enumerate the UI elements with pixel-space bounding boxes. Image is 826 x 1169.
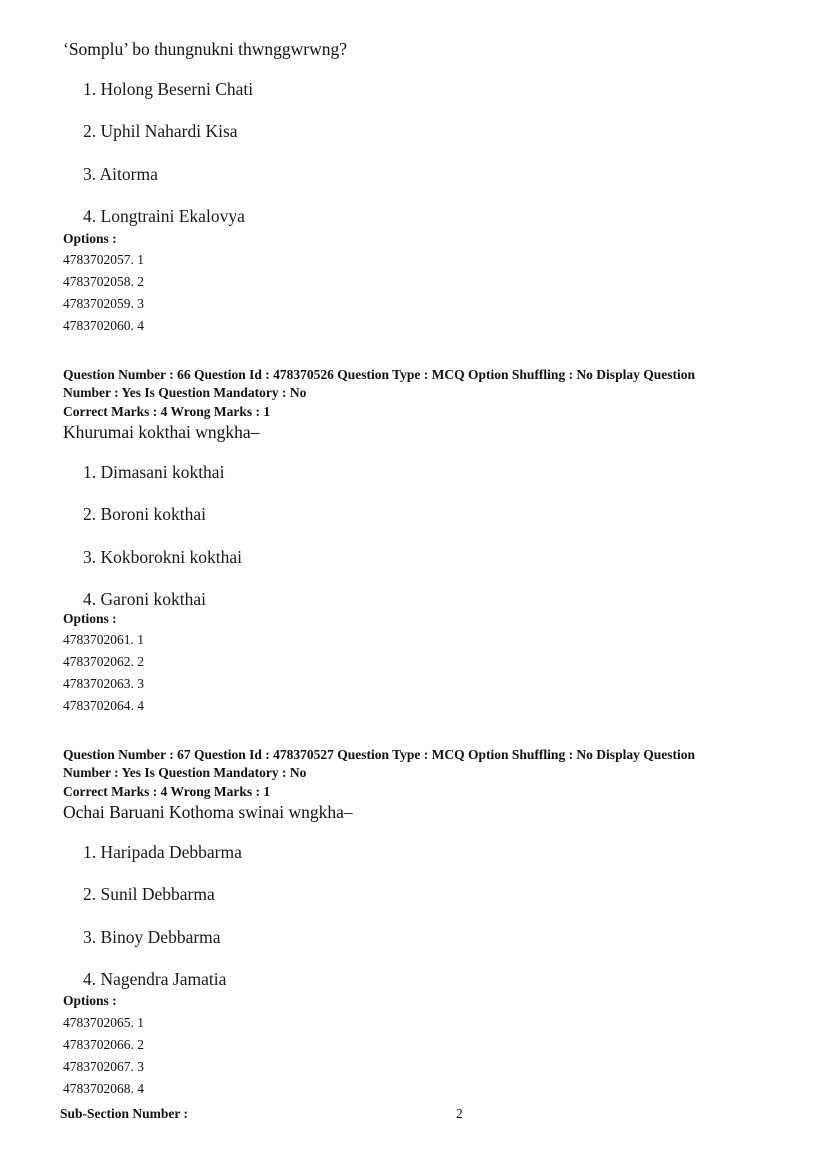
option-id: 4783702067. 3: [63, 1059, 144, 1074]
choice-1: 1. Dimasani kokthai: [83, 462, 225, 482]
question-marks: Correct Marks : 4 Wrong Marks : 1: [63, 784, 271, 799]
choice-2: 2. Boroni kokthai: [83, 504, 206, 524]
question-meta-line: Number : Yes Is Question Mandatory : No: [63, 385, 307, 400]
choice-4: 4. Nagendra Jamatia: [83, 969, 227, 989]
option-id: 4783702057. 1: [63, 252, 144, 267]
question-marks: Correct Marks : 4 Wrong Marks : 1: [63, 404, 271, 419]
question-meta-line: Question Number : 66 Question Id : 478370526 Question Type : MCQ Option Shuffling : No Display Question: [63, 367, 695, 382]
choice-2: 2. Uphil Nahardi Kisa: [83, 121, 238, 141]
question-stem: Ochai Baruani Kothoma swinai wngkha–: [63, 802, 353, 822]
option-id: 4783702062. 2: [63, 654, 144, 669]
option-id: 4783702064. 4: [63, 698, 144, 713]
question-stem: ‘Somplu’ bo thungnukni thwnggwrwng?: [63, 39, 348, 59]
option-id: 4783702060. 4: [63, 318, 144, 333]
choice-3: 3. Binoy Debbarma: [83, 927, 221, 947]
options-label: Options :: [63, 993, 117, 1008]
question-meta: [63, 366, 763, 421]
choice-2: 2. Sunil Debbarma: [83, 884, 215, 904]
options-label: Options :: [63, 611, 117, 626]
question-meta: [63, 746, 763, 801]
option-id: 4783702068. 4: [63, 1081, 144, 1096]
options-label: Options :: [63, 231, 117, 246]
choice-4: 4. Longtraini Ekalovya: [83, 206, 245, 226]
option-id: 4783702058. 2: [63, 274, 144, 289]
sub-section-label: Sub-Section Number :: [60, 1106, 189, 1121]
option-id: 4783702063. 3: [63, 676, 144, 691]
option-id: 4783702065. 1: [63, 1015, 144, 1030]
choice-3: 3. Aitorma: [83, 164, 158, 184]
question-meta-line: Question Number : 67 Question Id : 478370527 Question Type : MCQ Option Shuffling : No Display Question: [63, 747, 695, 762]
choice-3: 3. Kokborokni kokthai: [83, 547, 242, 567]
choice-1: 1. Haripada Debbarma: [83, 842, 242, 862]
question-meta-line: Number : Yes Is Question Mandatory : No: [63, 765, 307, 780]
choice-1: 1. Holong Beserni Chati: [83, 79, 254, 99]
option-id: 4783702066. 2: [63, 1037, 144, 1052]
question-stem: Khurumai kokthai wngkha–: [63, 422, 260, 442]
option-id: 4783702061. 1: [63, 632, 144, 647]
page-number: 2: [456, 1106, 463, 1121]
option-id: 4783702059. 3: [63, 296, 144, 311]
choice-4: 4. Garoni kokthai: [83, 589, 206, 609]
